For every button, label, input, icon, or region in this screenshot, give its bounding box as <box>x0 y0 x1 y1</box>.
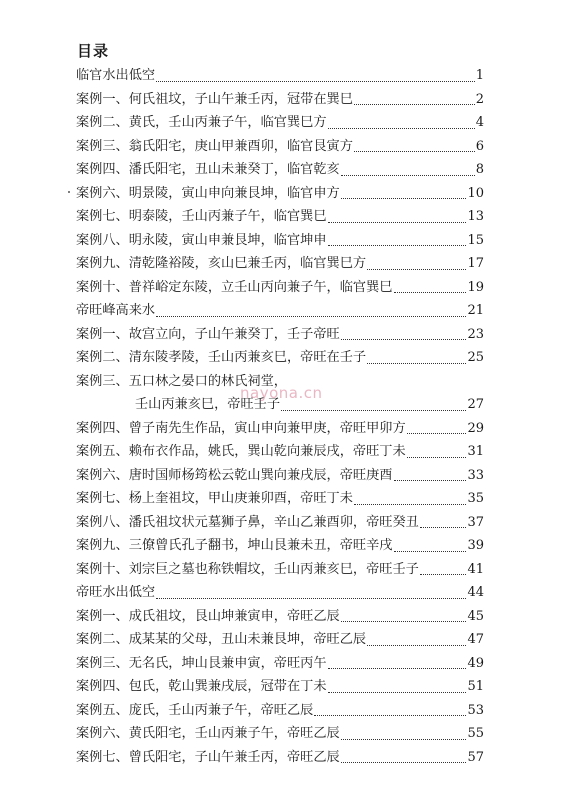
toc-dot-leader <box>328 692 467 693</box>
toc-dot-leader <box>314 715 466 716</box>
toc-entry-page: 1 <box>475 68 484 83</box>
toc-heading: 目录 <box>77 42 110 60</box>
toc-entry <box>76 417 484 441</box>
toc-dot-leader <box>367 269 466 270</box>
toc-entry-title: 帝旺峰高来水 <box>76 303 156 318</box>
toc-entry <box>76 346 484 370</box>
toc-entry-title: 案例九、三僚曾氏孔子翻书，坤山艮兼未丑，帝旺辛戌 <box>76 538 393 553</box>
toc-entry-title: 案例九、清乾隆裕陵，亥山巳兼壬丙，临官巽巳方 <box>76 256 367 271</box>
toc-entry <box>76 652 484 676</box>
toc-entry-page: 45 <box>467 608 484 624</box>
toc-entry-title: 案例三、五口林之晏口的林氏祠堂， <box>76 373 287 389</box>
toc-entry-page: 13 <box>467 209 484 224</box>
toc-entry <box>76 323 484 347</box>
toc-list <box>76 64 484 769</box>
toc-entry <box>76 675 484 699</box>
toc-entry-page: 31 <box>467 444 484 459</box>
toc-entry-title: 案例六、唐时国师杨筠松云乾山巽向兼戌辰，帝旺庚酉 <box>76 467 393 483</box>
toc-entry-title: 案例四、潘氏阳宅，丑山未兼癸丁，临官乾亥 <box>76 162 340 177</box>
toc-entry-page: 23 <box>467 326 484 342</box>
toc-entry-page: 2 <box>475 91 484 107</box>
toc-entry-page: 6 <box>475 138 484 154</box>
toc-entry <box>76 558 484 582</box>
toc-entry <box>76 370 484 394</box>
toc-entry <box>76 746 484 770</box>
toc-dot-leader <box>354 504 467 505</box>
toc-entry <box>76 393 484 417</box>
toc-entry-page: 35 <box>467 491 484 506</box>
toc-entry-page: 8 <box>475 162 484 177</box>
toc-entry-page: 4 <box>475 115 484 130</box>
toc-entry-page: 55 <box>467 726 484 741</box>
toc-entry <box>76 628 484 652</box>
toc-entry <box>76 440 484 464</box>
toc-entry-title: 案例七、明泰陵，壬山丙兼子午，临官巽巳 <box>76 209 327 224</box>
toc-dot-leader <box>341 339 467 340</box>
toc-dot-leader <box>394 480 467 481</box>
toc-entry <box>76 699 484 723</box>
toc-entry <box>76 135 484 159</box>
toc-entry-page: 53 <box>467 702 484 718</box>
toc-entry-page: 27 <box>467 397 484 412</box>
toc-dot-leader <box>420 527 467 528</box>
toc-entry-title: 案例六、明景陵，寅山申向兼艮坤，临官申方 <box>76 185 340 201</box>
toc-dot-leader <box>367 363 466 364</box>
toc-entry-title: 案例一、成氏祖坟，艮山坤兼寅申，帝旺乙辰 <box>76 608 340 624</box>
toc-entry-title: 案例七、曾氏阳宅，子山午兼壬丙，帝旺乙辰 <box>76 749 340 765</box>
toc-entry-page: 44 <box>467 585 484 600</box>
toc-entry <box>76 487 484 511</box>
toc-entry-title: 案例四、曾子南先生作品，寅山申向兼甲庚，帝旺甲卯方 <box>76 420 406 436</box>
toc-entry-title: 临官水出低空 <box>76 68 156 83</box>
toc-entry-title: 案例二、清东陵孝陵，壬山丙兼亥巳，帝旺在壬子 <box>76 350 367 365</box>
toc-dot-leader <box>156 81 475 82</box>
toc-entry-page: 57 <box>467 749 484 765</box>
toc-entry-title: 案例四、包氏，乾山巽兼戌辰，冠带在丁未 <box>76 679 327 694</box>
toc-entry <box>76 276 484 300</box>
toc-entry-title: 案例六、黄氏阳宅，壬山丙兼子午，帝旺乙辰 <box>76 726 340 741</box>
toc-entry-page: 19 <box>467 279 484 295</box>
toc-entry <box>76 88 484 112</box>
toc-entry-title: 案例二、黄氏，壬山丙兼子午，临官巽巳方 <box>76 115 327 130</box>
toc-entry-page: 15 <box>467 232 484 248</box>
toc-entry-page: 17 <box>467 256 484 271</box>
toc-dot-leader <box>328 245 467 246</box>
toc-entry-title: 案例一、故宫立向，子山午兼癸丁，壬子帝旺 <box>76 326 340 342</box>
toc-entry-page: 51 <box>467 679 484 694</box>
toc-dot-leader <box>341 762 467 763</box>
toc-entry-title: 案例八、潘氏祖坟状元墓狮子鼻，辛山乙兼酉卯，帝旺癸丑 <box>76 514 419 530</box>
toc-entry-title: 案例七、杨上奎祖坟，甲山庚兼卯酉，帝旺丁未 <box>76 491 353 506</box>
toc-dot-leader <box>341 739 467 740</box>
toc-dot-leader <box>156 316 466 317</box>
toc-entry-title: 案例五、赖布衣作品，姚氏，巽山乾向兼辰戌，帝旺丁未 <box>76 444 406 459</box>
toc-dot-leader <box>328 128 475 129</box>
toc-entry <box>76 511 484 535</box>
toc-entry-title: 案例十、普祥峪定东陵，立壬山丙向兼子午，临官巽巳 <box>76 279 393 295</box>
toc-entry <box>76 182 484 206</box>
toc-entry-page: 10 <box>467 185 484 201</box>
toc-entry-page: 39 <box>467 538 484 553</box>
toc-entry <box>76 299 484 323</box>
toc-entry <box>76 158 484 182</box>
toc-entry <box>76 464 484 488</box>
toc-entry-page: 37 <box>467 514 484 530</box>
watermark: nayona.cn <box>240 384 323 402</box>
toc-entry-page: 41 <box>467 561 484 577</box>
toc-dot-leader <box>341 198 467 199</box>
toc-entry-title: 案例三、翁氏阳宅，庚山甲兼酉卯，临官艮寅方 <box>76 138 353 154</box>
toc-dot-leader <box>407 457 467 458</box>
toc-entry-page: 49 <box>467 655 484 671</box>
toc-dot-leader <box>420 574 467 575</box>
toc-dot-leader <box>354 104 475 105</box>
toc-entry <box>76 534 484 558</box>
scan-speck <box>68 191 70 193</box>
toc-dot-leader <box>156 598 466 599</box>
toc-entry-title: 案例三、无名氏，坤山艮兼申寅，帝旺丙午 <box>76 655 327 671</box>
toc-entry-title: 案例五、庞氏，壬山丙兼子午，帝旺乙辰 <box>76 702 314 718</box>
toc-dot-leader <box>328 668 467 669</box>
toc-entry-title: 案例一、何氏祖坟，子山午兼壬丙，冠带在巽巳 <box>76 91 353 107</box>
toc-entry-page: 25 <box>467 350 484 365</box>
toc-dot-leader <box>394 551 467 552</box>
toc-dot-leader <box>354 151 475 152</box>
toc-entry-title: 案例十、刘宗巨之墓也称铁帽坟，壬山丙兼亥巳，帝旺壬子 <box>76 561 419 577</box>
toc-dot-leader <box>367 645 466 646</box>
toc-entry-title: 案例二、成某某的父母，丑山未兼艮坤，帝旺乙辰 <box>76 632 367 647</box>
toc-entry-page: 21 <box>467 303 484 318</box>
toc-dot-leader <box>407 433 467 434</box>
toc-entry-page: 47 <box>467 632 484 647</box>
toc-dot-leader <box>281 410 466 411</box>
toc-entry <box>76 229 484 253</box>
toc-dot-leader <box>328 222 467 223</box>
toc-entry <box>76 581 484 605</box>
toc-entry-title: 帝旺水出低空 <box>76 585 156 600</box>
toc-entry <box>76 605 484 629</box>
toc-entry-page: 29 <box>467 420 484 436</box>
toc-dot-leader <box>341 175 475 176</box>
toc-entry-page: 33 <box>467 467 484 483</box>
toc-entry <box>76 722 484 746</box>
toc-dot-leader <box>394 292 467 293</box>
toc-entry <box>76 111 484 135</box>
toc-entry <box>76 205 484 229</box>
toc-entry-title: 壬山丙兼亥巳，帝旺壬子 <box>135 397 281 412</box>
toc-entry-title: 案例八、明永陵，寅山申兼艮坤，临官坤申 <box>76 232 327 248</box>
toc-dot-leader <box>341 621 467 622</box>
toc-entry <box>76 252 484 276</box>
toc-entry <box>76 64 484 88</box>
